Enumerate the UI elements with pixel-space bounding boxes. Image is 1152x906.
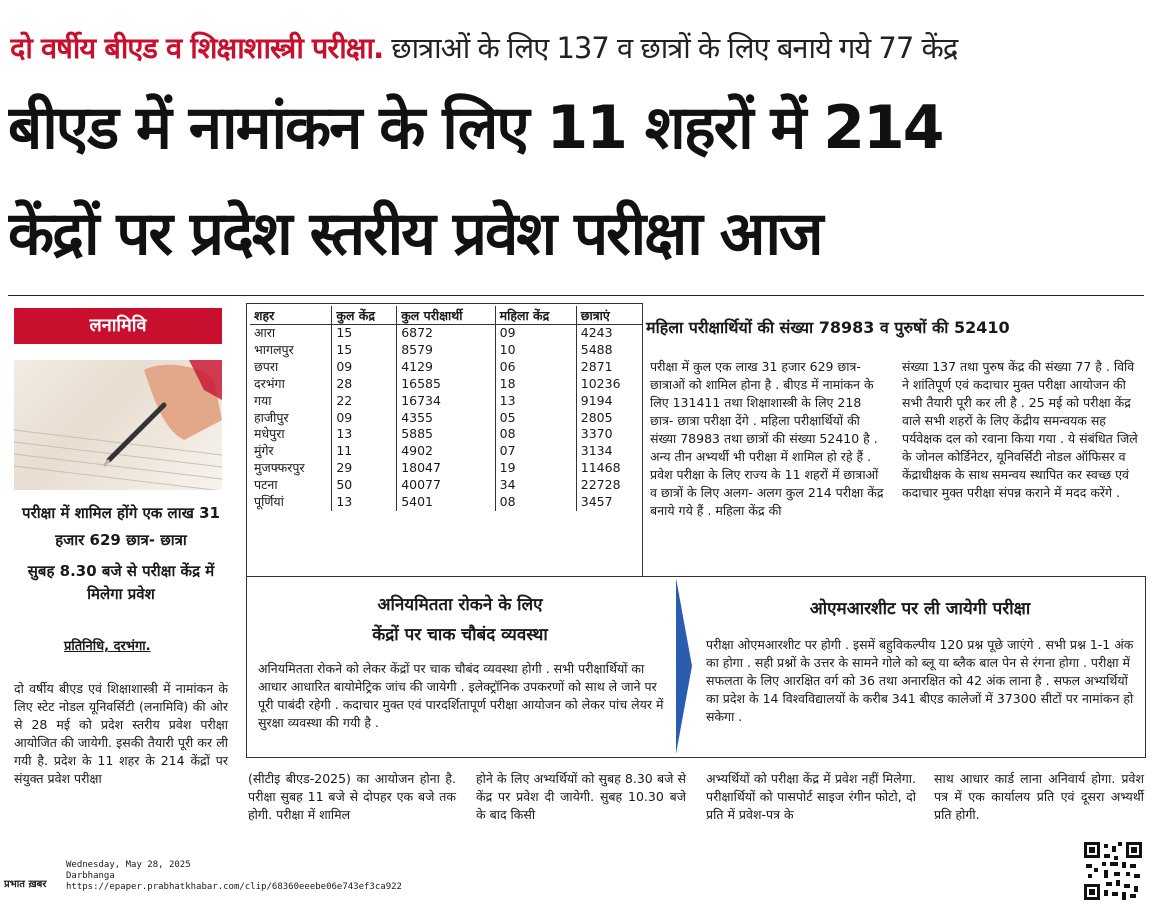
table-cell: 07 <box>495 443 576 460</box>
table-cell: 3457 <box>580 494 613 510</box>
table-cell: 5401 <box>397 494 495 511</box>
table-cell: 08 <box>495 426 576 443</box>
omr-body: परीक्षा ओएमआरशीट पर होगी . इसमें बहुविकल्पीय 120 प्रश्न पूछे जाएंगे . सभी प्रश्न 1-1 अंक का होगा . सही प्रश्नों के उत्तर के सामने गोले को ब्लू या ब्लैक बाल पेन से रंगना होगा . परीक्षा में सफलता के लिए आरक्षित वर्ग को 36 तथा अनारक्षित को 42 अंक लाना है . सफल अभ्यर्थियों का प्रदेश के 14 विश्वविद्यालयों के करीब 341 बीएड कालेजों में 37300 सीटों पर नामांकन हो सकेगा . <box>706 637 1134 724</box>
table-cell: 9194 <box>580 392 613 408</box>
col-girls: छात्राएं <box>576 306 642 325</box>
table-cell: 5885 <box>397 426 495 443</box>
exam-photo <box>14 360 222 490</box>
footer-url[interactable]: https://epaper.prabhatkhabar.com/clip/68360eeebe06e743ef3ca922 <box>66 882 402 892</box>
table-cell: 15 <box>332 342 397 359</box>
body-col-3: अभ्यर्थियों को परीक्षा केंद्र में प्रवेश नहीं मिलेगा. परीक्षार्थियों को पासपोर्ट साइज रंगीन फोटो, दो प्रति में प्रवेश-पत्र के <box>706 771 916 822</box>
table-cell: हाजीपुर <box>250 410 332 427</box>
table-cell: भागलपुर <box>250 342 332 359</box>
table-cell: 13 <box>332 494 397 511</box>
table-cell: पटना <box>250 477 332 494</box>
women-col-2: संख्या 137 तथा पुरुष केंद्र की संख्या 77 है . विवि ने शांतिपूर्ण एवं कदाचार मुक्त परीक्षा आयोजन की सभी तैयारी पूरी कर ली है . 25 मई को परीक्षा केंद्र वाले सभी शहरों के लिए केंद्रीय समन्वयक सह पर्यवेक्षक दल को रवाना किया गया . ये संबंधित जिले के जोनल कोर्डिनेटर, यूनिवर्सिटी नोडल ऑफिसर व केंद्राधीक्षक के साथ समन्वय स्थापित कर स्वच्छ एवं कदाचार मुक्त परीक्षा संपन्न कराने में मदद करेंगे . <box>902 359 1138 500</box>
table-cell: 16734 <box>397 393 495 410</box>
table-cell: 15 <box>332 325 397 342</box>
table-cell: गया <box>250 393 332 410</box>
col-women-centers: महिला केंद्र <box>495 306 576 325</box>
table-cell: 6872 <box>397 325 495 342</box>
table-cell: आरा <box>250 325 332 342</box>
table-cell: 4243 <box>580 325 613 340</box>
table-cell: 8579 <box>397 342 495 359</box>
table-cell: 22728 <box>580 477 621 493</box>
table-cell: 10 <box>495 342 576 359</box>
footer-date: Wednesday, May 28, 2025 <box>66 860 191 870</box>
col-total: कुल परीक्षार्थी <box>397 306 495 325</box>
table-cell: 06 <box>495 359 576 376</box>
table-cell: 3370 <box>580 426 613 442</box>
divider <box>8 295 1144 296</box>
col-centers: कुल केंद्र <box>332 306 397 325</box>
table-cell: 18047 <box>397 460 495 477</box>
headline-line-1: बीएड में नामांकन के लिए 11 शहरों में 214 <box>8 93 943 163</box>
kicker-red: दो वर्षीय बीएड व शिक्षाशास्त्री परीक्षा. <box>10 31 384 65</box>
table-frame <box>246 303 643 577</box>
table-cell: 40077 <box>397 477 495 494</box>
kicker-line <box>10 28 1150 68</box>
irregular-body: अनियमितता रोकने को लेकर केंद्रों पर चाक चौबंद व्यवस्था होगी . सभी परीक्षार्थियों का आधार आधारित बायोमेट्रिक जांच की जायेगी . इलेक्ट्रॉनिक उपकरणों को साथ ले जाने पर पूरी पाबंदी रहेगी . कदाचार मुक्त एवं पारदर्शितापूर्ण परीक्षा आयोजन को लेकर पांच लेयर में सुरक्षा व्यवस्था की गयी है . <box>258 661 664 730</box>
table-cell: 13 <box>495 393 576 410</box>
table-cell: मधेपुरा <box>250 426 332 443</box>
footer-city: Darbhanga <box>66 871 115 881</box>
table-cell: 09 <box>332 410 397 427</box>
table-cell: 4355 <box>397 410 495 427</box>
body-col-1: (सीटीइ बीएड-2025) का आयोजन होना है. परीक्षा सुबह 11 बजे से दोपहर एक बजे तक होगी. परीक्षा में शामिल <box>248 771 456 822</box>
table-cell: 08 <box>495 494 576 511</box>
table-cell: 13 <box>332 426 397 443</box>
university-tag: लनामिवि <box>14 308 222 344</box>
table-cell: 50 <box>332 477 397 494</box>
headline-line-2: केंद्रों पर प्रदेश स्तरीय प्रवेश परीक्षा आज <box>8 199 822 269</box>
women-col-1: परीक्षा में कुल एक लाख 31 हजार 629 छात्र- छात्राओं को शामिल होना है . बीएड में नामांकन के लिए 131411 तथा शिक्षाशास्त्री के लिए 218 छात्र- छात्रा परीक्षा देंगे . महिला परीक्षार्थियों की संख्या 78983 तथा छात्रों की संख्या 52410 है . अन्य तीन अभ्यर्थी भी परीक्षा में शामिल हो रहे हैं . प्रवेश परीक्षा के लिए राज्य के 11 शहरों में छात्राओं व छात्रों के लिए अलग- अलग कुल 214 परीक्षा केंद्र बनाये गये हैं . महिला केंद्र की <box>650 359 884 518</box>
arrow-divider-icon <box>676 578 692 754</box>
table-cell: 2871 <box>580 358 613 374</box>
table-cell: 28 <box>332 376 397 393</box>
table-cell: 4902 <box>397 443 495 460</box>
table-cell: 4129 <box>397 359 495 376</box>
body-col-4: साथ आधार कार्ड लाना अनिवार्य होगा. प्रवेश पत्र में एक कार्यालय प्रति एवं दूसरा अभ्यर्थी प्रति होगी. <box>934 771 1144 822</box>
lead-2: सुबह 8.30 बजे से परीक्षा केंद्र में मिलेगा प्रवेश <box>27 562 215 603</box>
column-divider <box>642 303 643 576</box>
publisher-logo: प्रभात ख़बर <box>4 879 47 890</box>
table-cell: दरभंगा <box>250 376 332 393</box>
footer-meta <box>66 860 402 893</box>
women-title: महिला परीक्षार्थियों की संख्या 78983 व पुरुषों की 52410 <box>646 318 1010 337</box>
table-cell: 34 <box>495 477 576 494</box>
left-body: दो वर्षीय बीएड एवं शिक्षाशास्त्री में नामांकन के लिए स्टेट नोडल यूनिवर्सिटी (लनामिवि) की ओर से 28 मई को प्रदेश स्तरीय प्रवेश परीक्षा आयोजित की जायेगी. इसकी तैयारी पूरी कर ली गयी है. प्रदेश के 11 शहर के 214 केंद्रों पर संयुक्त प्रवेश परीक्षा <box>14 681 228 786</box>
col-city: शहर <box>250 306 332 325</box>
table-cell: 09 <box>332 359 397 376</box>
table-cell: 09 <box>495 325 576 342</box>
table-cell: 16585 <box>397 376 495 393</box>
table-cell: मुंगेर <box>250 443 332 460</box>
qr-code-icon[interactable] <box>1084 842 1142 900</box>
table-cell: 5488 <box>580 341 613 357</box>
lead-1: परीक्षा में शामिल होंगे एक लाख 31 हजार 629 छात्र- छात्रा <box>22 504 220 549</box>
table-cell: 18 <box>495 376 576 393</box>
omr-title: ओएमआरशीट पर ली जायेगी परीक्षा <box>809 599 1031 619</box>
table-cell: छपरा <box>250 359 332 376</box>
table-cell: 10236 <box>580 375 621 391</box>
byline: प्रतिनिधि, दरभंगा. <box>64 639 151 654</box>
table-cell: मुजफ्फरपुर <box>250 460 332 477</box>
body-col-2: होने के लिए अभ्यर्थियों को सुबह 8.30 बजे से केंद्र पर प्रवेश दी जायेगी. सुबह 10.30 बजे के बाद किसी <box>476 771 686 822</box>
table-cell: 29 <box>332 460 397 477</box>
table-cell: 11 <box>332 443 397 460</box>
table-cell: 22 <box>332 393 397 410</box>
table-cell: 05 <box>495 410 576 427</box>
irregular-title-1: अनियमितता रोकने के लिए <box>377 595 543 615</box>
table-cell: पूर्णियां <box>250 494 332 511</box>
table-cell: 3134 <box>580 443 613 459</box>
irregular-title-2: केंद्रों पर चाक चौबंद व्यवस्था <box>372 625 548 645</box>
table-cell: 11468 <box>580 460 621 476</box>
kicker-dark: छात्राओं के लिए 137 व छात्रों के लिए बनाये गये 77 केंद्र <box>383 31 958 65</box>
table-cell: 19 <box>495 460 576 477</box>
table-cell: 2805 <box>580 409 613 425</box>
